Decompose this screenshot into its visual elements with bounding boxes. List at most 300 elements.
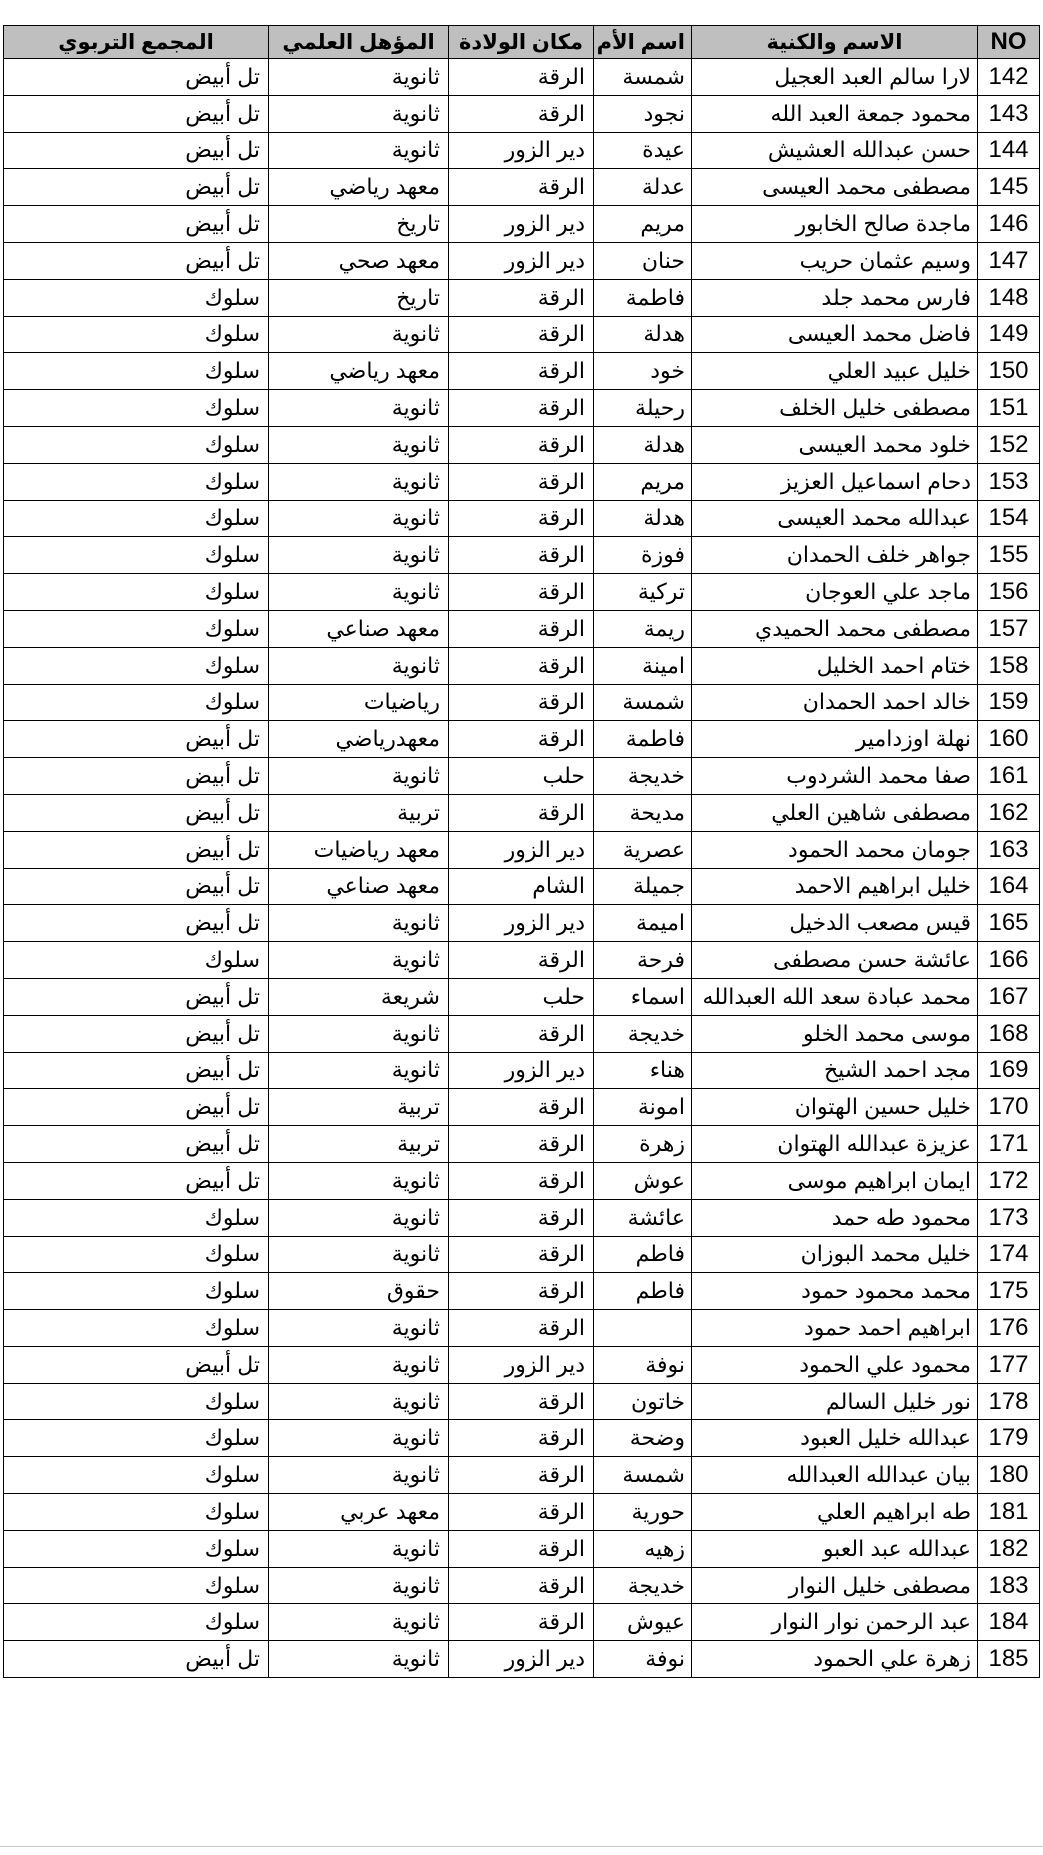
table-row	[4, 794, 1040, 831]
cell-no: 145	[978, 169, 1040, 206]
cell-qualification: ثانوية	[269, 1236, 449, 1273]
cell-no: 160	[978, 721, 1040, 758]
cell-qualification: معهد رياضيات	[269, 831, 449, 868]
cell-mother-name: شمسة	[594, 684, 692, 721]
cell-no: 165	[978, 905, 1040, 942]
cell-name: قيس مصعب الدخيل	[692, 905, 978, 942]
cell-qualification: شريعة	[269, 978, 449, 1015]
cell-birthplace: الرقة	[449, 95, 594, 132]
cell-qualification: معهد صحي	[269, 242, 449, 279]
cell-name: نهلة اوزدامير	[692, 721, 978, 758]
cell-mother-name: عصرية	[594, 831, 692, 868]
cell-qualification: تربية	[269, 794, 449, 831]
table-row	[4, 463, 1040, 500]
cell-name: صفا محمد الشردوب	[692, 758, 978, 795]
cell-no: 151	[978, 390, 1040, 427]
cell-no: 176	[978, 1310, 1040, 1347]
cell-mother-name: خديجة	[594, 1015, 692, 1052]
cell-mother-name: فاطمة	[594, 279, 692, 316]
cell-birthplace: الرقة	[449, 942, 594, 979]
cell-name: دحام اسماعيل العزيز	[692, 463, 978, 500]
cell-name: ايمان ابراهيم موسى	[692, 1162, 978, 1199]
table-row	[4, 426, 1040, 463]
table-row	[4, 1089, 1040, 1126]
cell-birthplace: حلب	[449, 758, 594, 795]
cell-mother-name: هناء	[594, 1052, 692, 1089]
cell-no: 154	[978, 500, 1040, 537]
cell-qualification: ثانوية	[269, 390, 449, 427]
cell-qualification: معهد رياضي	[269, 169, 449, 206]
cell-name: عبدالله محمد العيسى	[692, 500, 978, 537]
cell-education-center: تل أبيض	[4, 1015, 269, 1052]
cell-education-center: سلوك	[4, 279, 269, 316]
cell-name: موسى محمد الخلو	[692, 1015, 978, 1052]
table-row	[4, 978, 1040, 1015]
table-row	[4, 868, 1040, 905]
cell-mother-name: حورية	[594, 1494, 692, 1531]
cell-mother-name: عائشة	[594, 1199, 692, 1236]
table-row	[4, 1604, 1040, 1641]
cell-no: 182	[978, 1530, 1040, 1567]
cell-no: 181	[978, 1494, 1040, 1531]
cell-education-center: تل أبيض	[4, 758, 269, 795]
table-row	[4, 1567, 1040, 1604]
cell-birthplace: الرقة	[449, 1310, 594, 1347]
table-row	[4, 537, 1040, 574]
table-row	[4, 206, 1040, 243]
cell-education-center: تل أبيض	[4, 794, 269, 831]
cell-education-center: تل أبيض	[4, 132, 269, 169]
cell-birthplace: الرقة	[449, 390, 594, 427]
cell-no: 168	[978, 1015, 1040, 1052]
cell-education-center: سلوك	[4, 1273, 269, 1310]
cell-birthplace: الرقة	[449, 1199, 594, 1236]
cell-mother-name: زهيه	[594, 1530, 692, 1567]
cell-no: 185	[978, 1641, 1040, 1678]
cell-education-center: تل أبيض	[4, 868, 269, 905]
cell-name: مجد احمد الشيخ	[692, 1052, 978, 1089]
cell-mother-name: فاطم	[594, 1236, 692, 1273]
cell-education-center: سلوك	[4, 610, 269, 647]
table-row	[4, 1162, 1040, 1199]
cell-qualification: ثانوية	[269, 132, 449, 169]
roster-body	[4, 59, 1040, 1678]
cell-qualification: ثانوية	[269, 1015, 449, 1052]
cell-education-center: تل أبيض	[4, 206, 269, 243]
cell-mother-name: عوش	[594, 1162, 692, 1199]
cell-no: 167	[978, 978, 1040, 1015]
cell-education-center: تل أبيض	[4, 1162, 269, 1199]
cell-birthplace: حلب	[449, 978, 594, 1015]
table-row	[4, 59, 1040, 96]
cell-name: محمود طه حمد	[692, 1199, 978, 1236]
cell-qualification: ثانوية	[269, 500, 449, 537]
cell-name: نور خليل السالم	[692, 1383, 978, 1420]
table-row	[4, 169, 1040, 206]
cell-name: ختام احمد الخليل	[692, 647, 978, 684]
cell-birthplace: الرقة	[449, 1015, 594, 1052]
cell-no: 163	[978, 831, 1040, 868]
cell-birthplace: الرقة	[449, 1236, 594, 1273]
cell-name: ماجد علي العوجان	[692, 574, 978, 611]
cell-qualification: ثانوية	[269, 1604, 449, 1641]
cell-mother-name: مريم	[594, 206, 692, 243]
cell-mother-name: اسماء	[594, 978, 692, 1015]
cell-education-center: تل أبيض	[4, 59, 269, 96]
cell-mother-name: شمسة	[594, 59, 692, 96]
cell-birthplace: الرقة	[449, 1126, 594, 1163]
cell-qualification: ثانوية	[269, 758, 449, 795]
cell-qualification: ثانوية	[269, 59, 449, 96]
cell-birthplace: الرقة	[449, 500, 594, 537]
cell-qualification: ثانوية	[269, 1641, 449, 1678]
cell-education-center: سلوك	[4, 1199, 269, 1236]
cell-mother-name: جميلة	[594, 868, 692, 905]
cell-education-center: تل أبيض	[4, 1089, 269, 1126]
cell-name: ماجدة صالح الخابور	[692, 206, 978, 243]
table-row	[4, 390, 1040, 427]
table-row	[4, 132, 1040, 169]
cell-education-center: سلوك	[4, 574, 269, 611]
cell-birthplace: الرقة	[449, 1420, 594, 1457]
cell-no: 177	[978, 1346, 1040, 1383]
cell-birthplace: الرقة	[449, 426, 594, 463]
table-row	[4, 95, 1040, 132]
cell-education-center: تل أبيض	[4, 905, 269, 942]
cell-no: 164	[978, 868, 1040, 905]
cell-birthplace: دير الزور	[449, 831, 594, 868]
cell-name: عزيزة عبدالله الهتوان	[692, 1126, 978, 1163]
cell-qualification: ثانوية	[269, 1457, 449, 1494]
cell-name: خليل عبيد العلي	[692, 353, 978, 390]
cell-qualification: ثانوية	[269, 537, 449, 574]
cell-no: 170	[978, 1089, 1040, 1126]
cell-qualification: ثانوية	[269, 647, 449, 684]
cell-birthplace: دير الزور	[449, 1052, 594, 1089]
table-row	[4, 647, 1040, 684]
table-row	[4, 1015, 1040, 1052]
cell-no: 158	[978, 647, 1040, 684]
cell-qualification: تربية	[269, 1089, 449, 1126]
cell-name: خلود محمد العيسى	[692, 426, 978, 463]
table-row	[4, 242, 1040, 279]
table-row	[4, 684, 1040, 721]
header-row	[4, 26, 1040, 59]
cell-mother-name: وضحة	[594, 1420, 692, 1457]
cell-qualification: حقوق	[269, 1273, 449, 1310]
cell-qualification: ثانوية	[269, 1052, 449, 1089]
cell-mother-name: فوزة	[594, 537, 692, 574]
cell-mother-name: فاطم	[594, 1273, 692, 1310]
table-row	[4, 610, 1040, 647]
cell-birthplace: الرقة	[449, 1383, 594, 1420]
cell-education-center: تل أبيض	[4, 95, 269, 132]
cell-education-center: سلوك	[4, 1604, 269, 1641]
cell-mother-name	[594, 1310, 692, 1347]
roster-table	[3, 25, 1040, 1678]
cell-mother-name: هدلة	[594, 316, 692, 353]
cell-education-center: سلوك	[4, 647, 269, 684]
cell-qualification: معهد صناعي	[269, 610, 449, 647]
cell-qualification: ثانوية	[269, 1383, 449, 1420]
cell-qualification: ثانوية	[269, 574, 449, 611]
cell-birthplace: الرقة	[449, 59, 594, 96]
table-row	[4, 1273, 1040, 1310]
cell-no: 152	[978, 426, 1040, 463]
cell-mother-name: شمسة	[594, 1457, 692, 1494]
cell-qualification: رياضيات	[269, 684, 449, 721]
table-row	[4, 316, 1040, 353]
cell-mother-name: عدلة	[594, 169, 692, 206]
cell-name: محمود علي الحمود	[692, 1346, 978, 1383]
cell-education-center: سلوك	[4, 463, 269, 500]
cell-qualification: ثانوية	[269, 942, 449, 979]
cell-education-center: سلوك	[4, 942, 269, 979]
header-birthplace: مكان الولادة	[449, 26, 594, 59]
cell-no: 148	[978, 279, 1040, 316]
cell-birthplace: الرقة	[449, 610, 594, 647]
cell-education-center: سلوك	[4, 1236, 269, 1273]
cell-birthplace: الرقة	[449, 1457, 594, 1494]
cell-birthplace: الرقة	[449, 1273, 594, 1310]
cell-no: 146	[978, 206, 1040, 243]
cell-birthplace: دير الزور	[449, 242, 594, 279]
cell-qualification: ثانوية	[269, 1162, 449, 1199]
cell-no: 178	[978, 1383, 1040, 1420]
table-row	[4, 1457, 1040, 1494]
cell-no: 174	[978, 1236, 1040, 1273]
cell-birthplace: الرقة	[449, 574, 594, 611]
cell-no: 161	[978, 758, 1040, 795]
cell-name: بيان عبدالله العبدالله	[692, 1457, 978, 1494]
cell-no: 184	[978, 1604, 1040, 1641]
table-row	[4, 1494, 1040, 1531]
cell-birthplace: الرقة	[449, 1530, 594, 1567]
cell-birthplace: الرقة	[449, 279, 594, 316]
cell-no: 180	[978, 1457, 1040, 1494]
cell-qualification: ثانوية	[269, 1420, 449, 1457]
cell-no: 142	[978, 59, 1040, 96]
cell-no: 155	[978, 537, 1040, 574]
cell-qualification: ثانوية	[269, 463, 449, 500]
cell-education-center: سلوك	[4, 1310, 269, 1347]
cell-name: لارا سالم العبد العجيل	[692, 59, 978, 96]
cell-education-center: سلوك	[4, 1494, 269, 1531]
table-row	[4, 1126, 1040, 1163]
cell-birthplace: الرقة	[449, 169, 594, 206]
cell-birthplace: دير الزور	[449, 1346, 594, 1383]
cell-education-center: سلوك	[4, 537, 269, 574]
cell-name: خليل ابراهيم الاحمد	[692, 868, 978, 905]
cell-birthplace: الرقة	[449, 316, 594, 353]
cell-no: 159	[978, 684, 1040, 721]
header-name: الاسم والكنية	[692, 26, 978, 59]
cell-name: محمد عبادة سعد الله العبدالله	[692, 978, 978, 1015]
cell-education-center: سلوك	[4, 1567, 269, 1604]
cell-birthplace: الرقة	[449, 721, 594, 758]
cell-qualification: ثانوية	[269, 316, 449, 353]
cell-qualification: تربية	[269, 1126, 449, 1163]
cell-birthplace: دير الزور	[449, 206, 594, 243]
cell-qualification: ثانوية	[269, 1530, 449, 1567]
cell-mother-name: نوفة	[594, 1641, 692, 1678]
cell-no: 173	[978, 1199, 1040, 1236]
table-row	[4, 1530, 1040, 1567]
cell-name: وسيم عثمان حريب	[692, 242, 978, 279]
cell-qualification: معهدرياضي	[269, 721, 449, 758]
cell-birthplace: دير الزور	[449, 132, 594, 169]
cell-qualification: معهد صناعي	[269, 868, 449, 905]
cell-birthplace: دير الزور	[449, 905, 594, 942]
cell-name: خليل محمد البوزان	[692, 1236, 978, 1273]
cell-education-center: تل أبيض	[4, 721, 269, 758]
cell-name: فاضل محمد العيسى	[692, 316, 978, 353]
cell-education-center: تل أبيض	[4, 242, 269, 279]
cell-name: جواهر خلف الحمدان	[692, 537, 978, 574]
table-row	[4, 1310, 1040, 1347]
cell-mother-name: حنان	[594, 242, 692, 279]
table-row	[4, 1199, 1040, 1236]
cell-qualification: ثانوية	[269, 95, 449, 132]
cell-name: محمد محمود حمود	[692, 1273, 978, 1310]
cell-no: 169	[978, 1052, 1040, 1089]
header-qualification: المؤهل العلمي	[269, 26, 449, 59]
cell-no: 183	[978, 1567, 1040, 1604]
cell-mother-name: نوفة	[594, 1346, 692, 1383]
table-row	[4, 942, 1040, 979]
cell-qualification: معهد رياضي	[269, 353, 449, 390]
document-sheet	[3, 25, 1039, 1678]
cell-qualification: معهد عربي	[269, 1494, 449, 1531]
cell-mother-name: مديحة	[594, 794, 692, 831]
cell-name: خالد احمد الحمدان	[692, 684, 978, 721]
cell-no: 179	[978, 1420, 1040, 1457]
table-row	[4, 1346, 1040, 1383]
cell-no: 144	[978, 132, 1040, 169]
cell-name: طه ابراهيم العلي	[692, 1494, 978, 1531]
cell-education-center: تل أبيض	[4, 1641, 269, 1678]
table-row	[4, 500, 1040, 537]
cell-birthplace: الرقة	[449, 1567, 594, 1604]
cell-mother-name: رحيلة	[594, 390, 692, 427]
cell-mother-name: خديجة	[594, 1567, 692, 1604]
cell-birthplace: الرقة	[449, 647, 594, 684]
table-row	[4, 831, 1040, 868]
cell-name: خليل حسين الهتوان	[692, 1089, 978, 1126]
cell-education-center: تل أبيض	[4, 169, 269, 206]
table-row	[4, 905, 1040, 942]
cell-no: 166	[978, 942, 1040, 979]
header-no: NO	[978, 26, 1040, 59]
cell-education-center: سلوك	[4, 500, 269, 537]
cell-birthplace: الرقة	[449, 1089, 594, 1126]
cell-education-center: تل أبيض	[4, 978, 269, 1015]
cell-birthplace: الرقة	[449, 463, 594, 500]
cell-education-center: تل أبيض	[4, 831, 269, 868]
cell-no: 171	[978, 1126, 1040, 1163]
cell-mother-name: تركية	[594, 574, 692, 611]
cell-name: مصطفى محمد الحميدي	[692, 610, 978, 647]
cell-name: حسن عبدالله العشيش	[692, 132, 978, 169]
cell-birthplace: الرقة	[449, 794, 594, 831]
cell-mother-name: عيوش	[594, 1604, 692, 1641]
cell-name: زهرة علي الحمود	[692, 1641, 978, 1678]
cell-education-center: سلوك	[4, 390, 269, 427]
cell-name: مصطفى خليل الخلف	[692, 390, 978, 427]
cell-name: مصطفى شاهين العلي	[692, 794, 978, 831]
cell-qualification: ثانوية	[269, 1346, 449, 1383]
table-row	[4, 1383, 1040, 1420]
cell-mother-name: فرحة	[594, 942, 692, 979]
cell-mother-name: خود	[594, 353, 692, 390]
cell-mother-name: امينة	[594, 647, 692, 684]
table-row	[4, 353, 1040, 390]
cell-qualification: تاريخ	[269, 279, 449, 316]
cell-no: 147	[978, 242, 1040, 279]
cell-name: محمود جمعة العبد الله	[692, 95, 978, 132]
cell-no: 153	[978, 463, 1040, 500]
cell-education-center: سلوك	[4, 684, 269, 721]
cell-no: 172	[978, 1162, 1040, 1199]
cell-qualification: تاريخ	[269, 206, 449, 243]
cell-birthplace: الرقة	[449, 1494, 594, 1531]
cell-mother-name: امونة	[594, 1089, 692, 1126]
cell-education-center: تل أبيض	[4, 1126, 269, 1163]
cell-birthplace: الرقة	[449, 537, 594, 574]
cell-no: 143	[978, 95, 1040, 132]
cell-education-center: سلوك	[4, 1420, 269, 1457]
table-row	[4, 1641, 1040, 1678]
cell-no: 175	[978, 1273, 1040, 1310]
cell-birthplace: الرقة	[449, 1162, 594, 1199]
cell-name: عبدالله خليل العبود	[692, 1420, 978, 1457]
page-divider	[0, 1846, 1043, 1847]
cell-education-center: تل أبيض	[4, 1346, 269, 1383]
cell-mother-name: هدلة	[594, 500, 692, 537]
cell-qualification: ثانوية	[269, 905, 449, 942]
table-row	[4, 1052, 1040, 1089]
cell-mother-name: اميمة	[594, 905, 692, 942]
cell-no: 156	[978, 574, 1040, 611]
cell-birthplace: الرقة	[449, 684, 594, 721]
cell-qualification: ثانوية	[269, 426, 449, 463]
cell-no: 157	[978, 610, 1040, 647]
cell-birthplace: الشام	[449, 868, 594, 905]
table-row	[4, 1236, 1040, 1273]
cell-mother-name: خديجة	[594, 758, 692, 795]
cell-name: جومان محمد الحمود	[692, 831, 978, 868]
cell-mother-name: نجود	[594, 95, 692, 132]
cell-education-center: سلوك	[4, 426, 269, 463]
header-center: المجمع التربوي	[4, 26, 269, 59]
table-row	[4, 574, 1040, 611]
table-row	[4, 758, 1040, 795]
header-mother: اسم الأم	[594, 26, 692, 59]
cell-name: عائشة حسن مصطفى	[692, 942, 978, 979]
cell-no: 149	[978, 316, 1040, 353]
cell-birthplace: الرقة	[449, 1604, 594, 1641]
cell-education-center: سلوك	[4, 1383, 269, 1420]
cell-qualification: ثانوية	[269, 1310, 449, 1347]
cell-mother-name: هدلة	[594, 426, 692, 463]
cell-mother-name: مريم	[594, 463, 692, 500]
cell-mother-name: عيدة	[594, 132, 692, 169]
cell-name: فارس محمد جلد	[692, 279, 978, 316]
cell-education-center: سلوك	[4, 316, 269, 353]
cell-qualification: ثانوية	[269, 1567, 449, 1604]
cell-education-center: سلوك	[4, 353, 269, 390]
cell-mother-name: فاطمة	[594, 721, 692, 758]
